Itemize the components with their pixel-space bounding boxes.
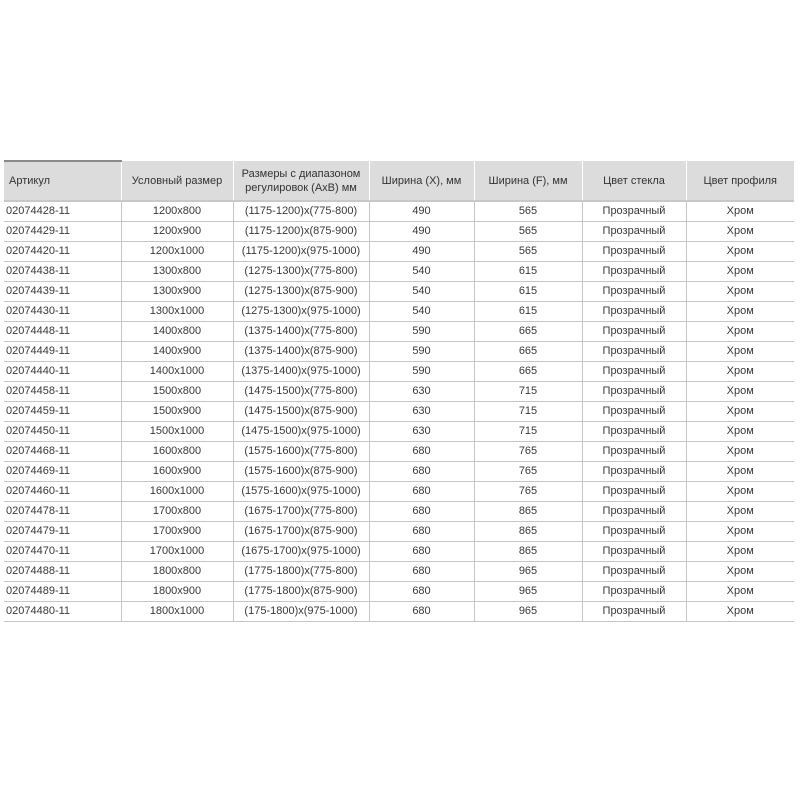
cell-glass-color: Прозрачный	[582, 502, 686, 522]
cell-width-x: 680	[369, 462, 474, 482]
header-width-f: Ширина (F), мм	[474, 161, 582, 201]
cell-adjustment-range: (1575-1600)x(975-1000)	[233, 482, 369, 502]
cell-profile-color: Хром	[686, 362, 794, 382]
table-row	[4, 222, 794, 242]
cell-glass-color: Прозрачный	[582, 362, 686, 382]
cell-adjustment-range: (1175-1200)x(775-800)	[233, 201, 369, 222]
header-adjustment-range: Размеры с диапазоном регулировок (AxB) мм	[233, 161, 369, 201]
cell-nominal-size: 1500x800	[121, 382, 233, 402]
table-row	[4, 382, 794, 402]
cell-adjustment-range: (175-1800)x(975-1000)	[233, 602, 369, 622]
table-row	[4, 602, 794, 622]
cell-width-x: 490	[369, 242, 474, 262]
cell-width-x: 680	[369, 582, 474, 602]
cell-article: 02074480-11	[4, 602, 121, 622]
cell-width-f: 965	[474, 562, 582, 582]
header-width-x: Ширина (X), мм	[369, 161, 474, 201]
cell-glass-color: Прозрачный	[582, 522, 686, 542]
cell-width-f: 965	[474, 582, 582, 602]
cell-width-f: 765	[474, 462, 582, 482]
cell-glass-color: Прозрачный	[582, 342, 686, 362]
table-row	[4, 442, 794, 462]
cell-adjustment-range: (1775-1800)x(875-900)	[233, 582, 369, 602]
cell-width-f: 615	[474, 282, 582, 302]
cell-width-f: 615	[474, 262, 582, 282]
cell-width-x: 630	[369, 382, 474, 402]
table-row	[4, 262, 794, 282]
cell-nominal-size: 1500x1000	[121, 422, 233, 442]
cell-profile-color: Хром	[686, 442, 794, 462]
table-row	[4, 562, 794, 582]
cell-nominal-size: 1400x800	[121, 322, 233, 342]
header-glass-color: Цвет стекла	[582, 161, 686, 201]
table-row	[4, 342, 794, 362]
cell-article: 02074448-11	[4, 322, 121, 342]
cell-nominal-size: 1300x900	[121, 282, 233, 302]
cell-article: 02074479-11	[4, 522, 121, 542]
cell-adjustment-range: (1775-1800)x(775-800)	[233, 562, 369, 582]
cell-article: 02074438-11	[4, 262, 121, 282]
cell-profile-color: Хром	[686, 382, 794, 402]
cell-width-f: 765	[474, 442, 582, 462]
table-row	[4, 462, 794, 482]
cell-width-f: 865	[474, 522, 582, 542]
cell-glass-color: Прозрачный	[582, 442, 686, 462]
cell-glass-color: Прозрачный	[582, 462, 686, 482]
cell-glass-color: Прозрачный	[582, 201, 686, 222]
cell-article: 02074420-11	[4, 242, 121, 262]
cell-nominal-size: 1700x800	[121, 502, 233, 522]
cell-adjustment-range: (1575-1600)x(775-800)	[233, 442, 369, 462]
cell-width-f: 715	[474, 402, 582, 422]
cell-glass-color: Прозрачный	[582, 222, 686, 242]
cell-article: 02074440-11	[4, 362, 121, 382]
cell-article: 02074428-11	[4, 201, 121, 222]
cell-article: 02074430-11	[4, 302, 121, 322]
cell-glass-color: Прозрачный	[582, 602, 686, 622]
cell-width-x: 540	[369, 302, 474, 322]
cell-nominal-size: 1800x1000	[121, 602, 233, 622]
table-row	[4, 322, 794, 342]
cell-profile-color: Хром	[686, 582, 794, 602]
cell-profile-color: Хром	[686, 302, 794, 322]
cell-adjustment-range: (1175-1200)x(975-1000)	[233, 242, 369, 262]
cell-glass-color: Прозрачный	[582, 302, 686, 322]
cell-glass-color: Прозрачный	[582, 542, 686, 562]
cell-profile-color: Хром	[686, 562, 794, 582]
cell-nominal-size: 1300x800	[121, 262, 233, 282]
cell-width-x: 590	[369, 322, 474, 342]
table-row	[4, 362, 794, 382]
cell-width-f: 965	[474, 602, 582, 622]
cell-article: 02074449-11	[4, 342, 121, 362]
cell-profile-color: Хром	[686, 201, 794, 222]
cell-nominal-size: 1800x900	[121, 582, 233, 602]
cell-profile-color: Хром	[686, 242, 794, 262]
spec-table	[4, 160, 794, 622]
cell-adjustment-range: (1275-1300)x(975-1000)	[233, 302, 369, 322]
cell-article: 02074450-11	[4, 422, 121, 442]
cell-width-x: 540	[369, 262, 474, 282]
table-row	[4, 482, 794, 502]
cell-glass-color: Прозрачный	[582, 422, 686, 442]
cell-nominal-size: 1600x800	[121, 442, 233, 462]
cell-glass-color: Прозрачный	[582, 282, 686, 302]
cell-adjustment-range: (1475-1500)x(875-900)	[233, 402, 369, 422]
cell-width-f: 565	[474, 222, 582, 242]
cell-adjustment-range: (1475-1500)x(975-1000)	[233, 422, 369, 442]
cell-width-x: 630	[369, 422, 474, 442]
cell-article: 02074469-11	[4, 462, 121, 482]
cell-nominal-size: 1400x1000	[121, 362, 233, 382]
cell-article: 02074429-11	[4, 222, 121, 242]
cell-article: 02074439-11	[4, 282, 121, 302]
cell-profile-color: Хром	[686, 542, 794, 562]
cell-width-f: 565	[474, 242, 582, 262]
cell-article: 02074488-11	[4, 562, 121, 582]
cell-width-x: 680	[369, 442, 474, 462]
cell-nominal-size: 1400x900	[121, 342, 233, 362]
cell-article: 02074459-11	[4, 402, 121, 422]
cell-profile-color: Хром	[686, 502, 794, 522]
header-row	[4, 161, 794, 201]
cell-profile-color: Хром	[686, 342, 794, 362]
cell-width-x: 590	[369, 362, 474, 382]
cell-article: 02074478-11	[4, 502, 121, 522]
cell-nominal-size: 1800x800	[121, 562, 233, 582]
cell-profile-color: Хром	[686, 262, 794, 282]
table-row	[4, 302, 794, 322]
cell-adjustment-range: (1275-1300)x(775-800)	[233, 262, 369, 282]
spec-table-container	[4, 160, 794, 622]
table-row	[4, 502, 794, 522]
cell-width-f: 715	[474, 422, 582, 442]
header-nominal-size: Условный размер	[121, 161, 233, 201]
table-row	[4, 242, 794, 262]
cell-width-f: 615	[474, 302, 582, 322]
table-row	[4, 282, 794, 302]
table-body	[4, 201, 794, 622]
cell-nominal-size: 1600x1000	[121, 482, 233, 502]
table-row	[4, 201, 794, 222]
cell-width-x: 490	[369, 201, 474, 222]
cell-nominal-size: 1500x900	[121, 402, 233, 422]
table-header	[4, 161, 794, 201]
cell-width-f: 765	[474, 482, 582, 502]
cell-nominal-size: 1700x900	[121, 522, 233, 542]
cell-adjustment-range: (1375-1400)x(975-1000)	[233, 362, 369, 382]
cell-nominal-size: 1200x800	[121, 201, 233, 222]
cell-profile-color: Хром	[686, 282, 794, 302]
cell-glass-color: Прозрачный	[582, 582, 686, 602]
cell-width-f: 665	[474, 362, 582, 382]
table-row	[4, 582, 794, 602]
cell-width-x: 590	[369, 342, 474, 362]
cell-adjustment-range: (1675-1700)x(875-900)	[233, 522, 369, 542]
cell-adjustment-range: (1375-1400)x(775-800)	[233, 322, 369, 342]
cell-profile-color: Хром	[686, 522, 794, 542]
cell-width-x: 680	[369, 502, 474, 522]
cell-adjustment-range: (1675-1700)x(975-1000)	[233, 542, 369, 562]
cell-article: 02074460-11	[4, 482, 121, 502]
table-row	[4, 422, 794, 442]
cell-profile-color: Хром	[686, 462, 794, 482]
cell-profile-color: Хром	[686, 222, 794, 242]
cell-adjustment-range: (1575-1600)x(875-900)	[233, 462, 369, 482]
cell-glass-color: Прозрачный	[582, 262, 686, 282]
header-profile-color: Цвет профиля	[686, 161, 794, 201]
cell-glass-color: Прозрачный	[582, 382, 686, 402]
cell-glass-color: Прозрачный	[582, 562, 686, 582]
cell-width-x: 680	[369, 562, 474, 582]
cell-width-x: 680	[369, 542, 474, 562]
cell-width-f: 665	[474, 322, 582, 342]
cell-width-f: 665	[474, 342, 582, 362]
cell-adjustment-range: (1675-1700)x(775-800)	[233, 502, 369, 522]
table-row	[4, 402, 794, 422]
cell-profile-color: Хром	[686, 322, 794, 342]
cell-width-x: 680	[369, 522, 474, 542]
cell-width-x: 540	[369, 282, 474, 302]
cell-profile-color: Хром	[686, 602, 794, 622]
cell-width-f: 565	[474, 201, 582, 222]
cell-profile-color: Хром	[686, 482, 794, 502]
cell-profile-color: Хром	[686, 402, 794, 422]
cell-article: 02074470-11	[4, 542, 121, 562]
cell-width-f: 865	[474, 502, 582, 522]
cell-width-f: 715	[474, 382, 582, 402]
table-row	[4, 522, 794, 542]
cell-nominal-size: 1200x1000	[121, 242, 233, 262]
cell-nominal-size: 1600x900	[121, 462, 233, 482]
cell-nominal-size: 1300x1000	[121, 302, 233, 322]
cell-adjustment-range: (1375-1400)x(875-900)	[233, 342, 369, 362]
cell-glass-color: Прозрачный	[582, 322, 686, 342]
table-row	[4, 542, 794, 562]
cell-article: 02074489-11	[4, 582, 121, 602]
cell-width-x: 630	[369, 402, 474, 422]
cell-glass-color: Прозрачный	[582, 402, 686, 422]
cell-width-x: 680	[369, 482, 474, 502]
cell-width-f: 865	[474, 542, 582, 562]
cell-adjustment-range: (1475-1500)x(775-800)	[233, 382, 369, 402]
cell-width-x: 490	[369, 222, 474, 242]
cell-article: 02074458-11	[4, 382, 121, 402]
cell-nominal-size: 1700x1000	[121, 542, 233, 562]
cell-width-x: 680	[369, 602, 474, 622]
cell-glass-color: Прозрачный	[582, 482, 686, 502]
cell-adjustment-range: (1175-1200)x(875-900)	[233, 222, 369, 242]
header-article: Артикул	[4, 161, 121, 201]
cell-nominal-size: 1200x900	[121, 222, 233, 242]
cell-glass-color: Прозрачный	[582, 242, 686, 262]
cell-profile-color: Хром	[686, 422, 794, 442]
cell-adjustment-range: (1275-1300)x(875-900)	[233, 282, 369, 302]
cell-article: 02074468-11	[4, 442, 121, 462]
